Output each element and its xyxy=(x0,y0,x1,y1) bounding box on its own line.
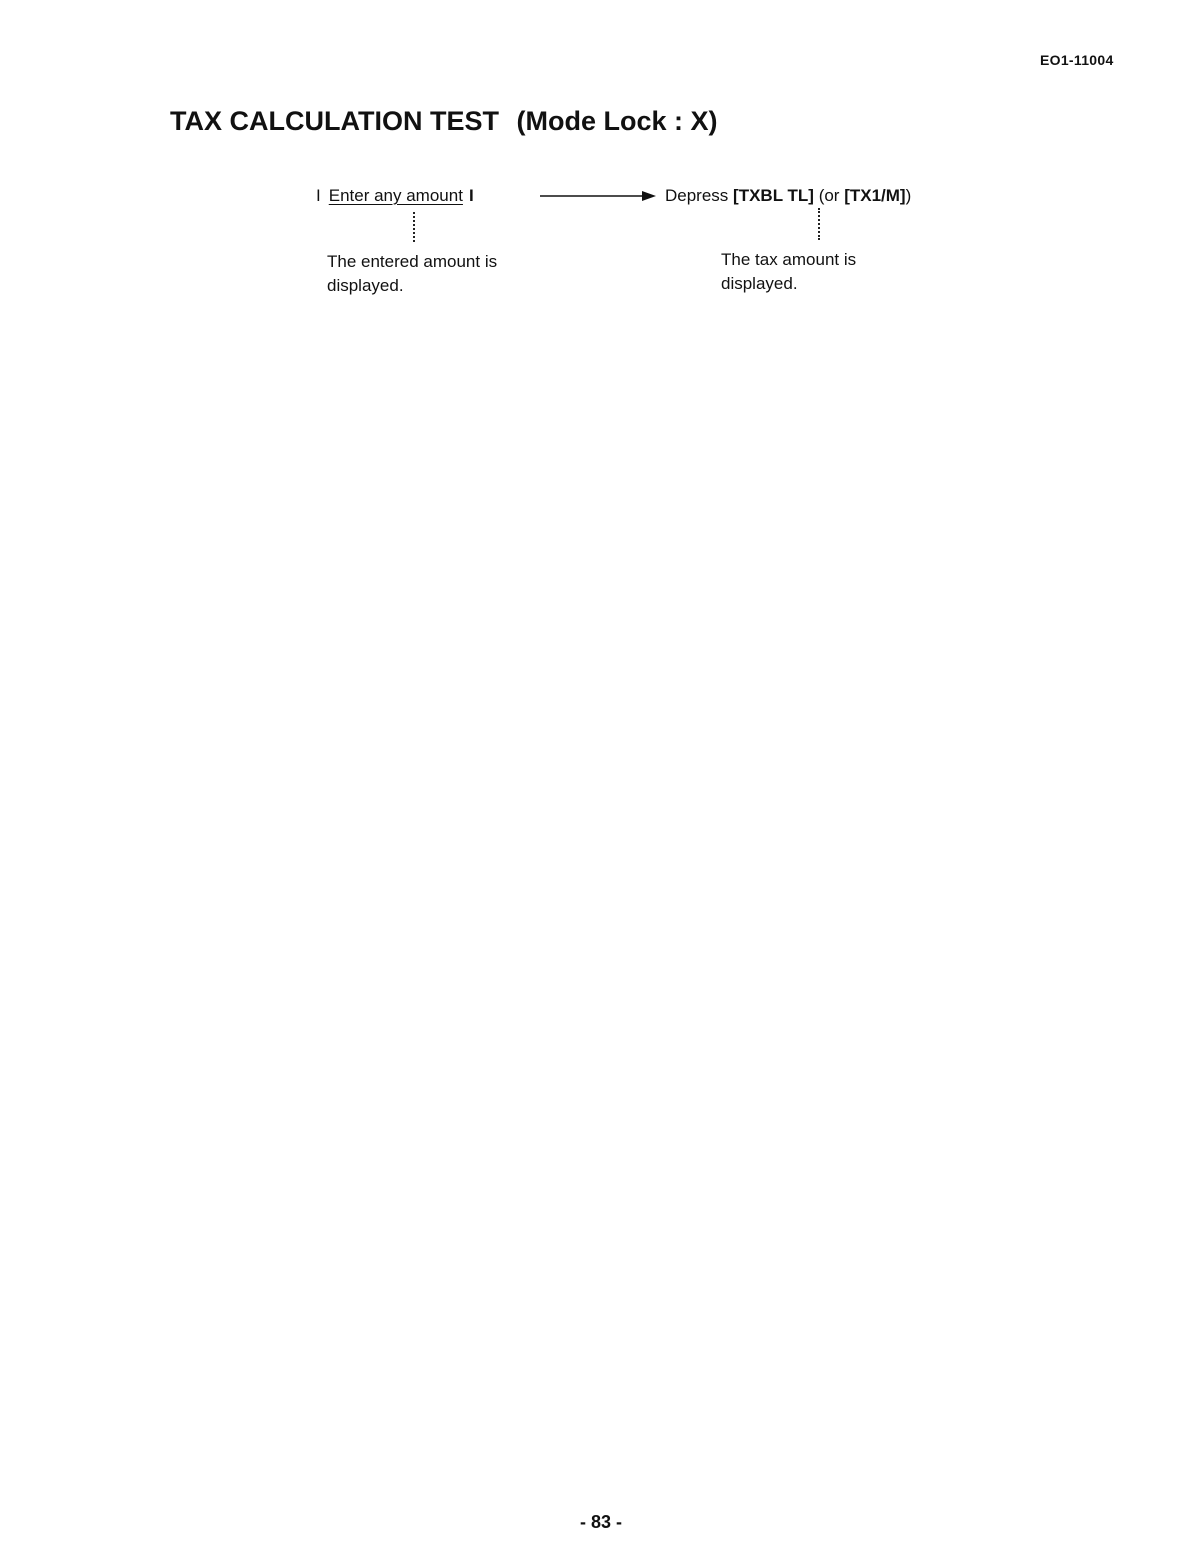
step2-prefix: Depress xyxy=(665,186,729,205)
title-main: TAX CALCULATION TEST xyxy=(170,106,499,136)
step1-bar-right: I xyxy=(468,186,474,205)
arrow-right-icon xyxy=(540,189,656,203)
page-number: - 83 - xyxy=(579,1512,622,1532)
step1-label: Enter any amount xyxy=(328,186,463,205)
document-id: EO1-11004 xyxy=(1040,52,1114,68)
note2-line2: displayed. xyxy=(721,274,798,293)
key-txbl-tl: [TXBL TL] xyxy=(733,186,814,205)
note-entered-amount xyxy=(327,250,587,298)
step2-suffix: ) xyxy=(905,186,912,205)
step1-bar-left: I xyxy=(316,186,321,205)
note-tax-amount xyxy=(721,248,981,296)
step-depress-key xyxy=(665,186,911,206)
note1-line2: displayed. xyxy=(327,276,404,295)
dotted-connector-right xyxy=(818,208,823,240)
title-mode: (Mode Lock : X) xyxy=(516,106,718,136)
procedure-flow xyxy=(0,0,1202,320)
step-enter-amount xyxy=(316,186,474,206)
step2-or: (or xyxy=(818,186,840,205)
dotted-connector-left xyxy=(413,212,418,242)
note2-line1: The tax amount is xyxy=(721,250,857,269)
note1-line1: The entered amount is xyxy=(327,252,498,271)
key-tx1-m: [TX1/M] xyxy=(844,186,906,205)
